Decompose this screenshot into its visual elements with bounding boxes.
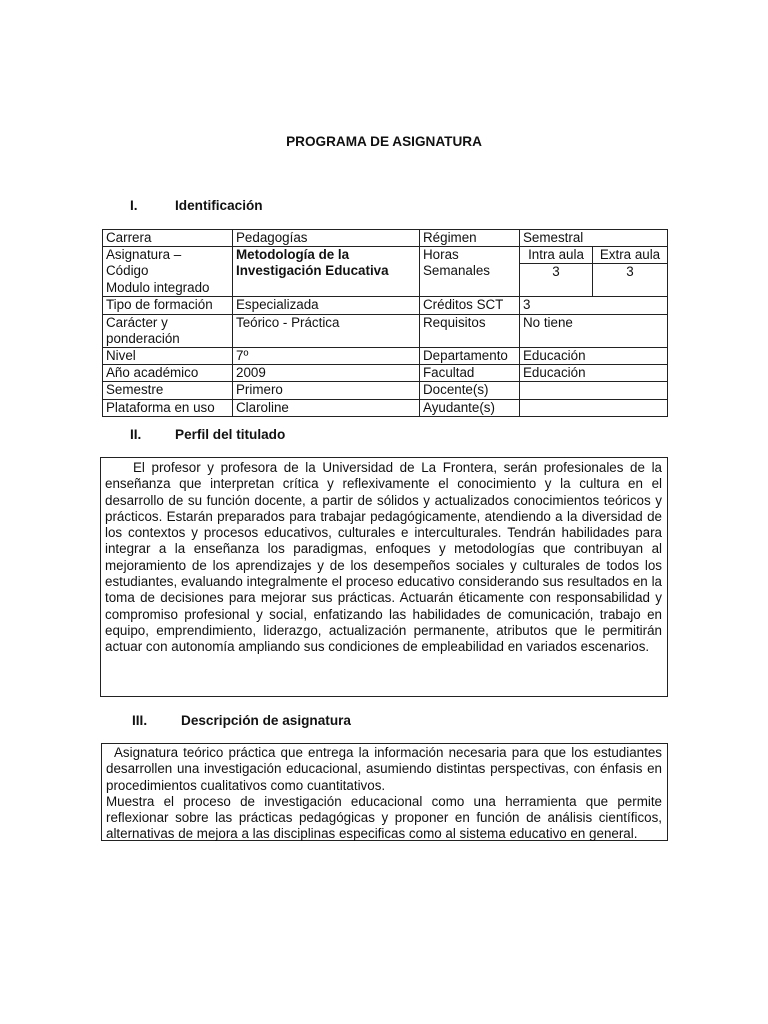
- nivel-label: Nivel: [103, 348, 233, 365]
- table-row: [103, 230, 668, 247]
- table-row: [103, 297, 668, 314]
- horas-label: Horas Semanales: [420, 247, 520, 297]
- departamento-value: Educación: [520, 348, 668, 365]
- table-row: [103, 365, 668, 382]
- section-number: I.: [130, 198, 138, 213]
- section-number: II.: [130, 427, 142, 442]
- section-label: Descripción de asignatura: [181, 713, 351, 728]
- departamento-label: Departamento: [420, 348, 520, 365]
- docente-value: [520, 382, 668, 399]
- asignatura-value: Metodología de la Investigación Educativa: [233, 247, 420, 297]
- extra-aula-label: Extra aula: [593, 247, 668, 264]
- docente-label: Docente(s): [420, 382, 520, 399]
- extra-aula-value: 3: [593, 264, 668, 297]
- identification-table: [102, 229, 668, 417]
- intra-aula-label: Intra aula: [520, 247, 593, 264]
- document-title: PROGRAMA DE ASIGNATURA: [286, 134, 482, 149]
- ayudante-label: Ayudante(s): [420, 399, 520, 416]
- perfil-box: [100, 457, 668, 697]
- descripcion-paragraph-1: Asignatura teórico práctica que entrega la información necesaria para que los estudiantes desarrollen una investigación educacional, asumiendo distintas perspectivas, con énfasis en procedimientos cualitativos como cuantitativos.: [106, 745, 662, 793]
- regimen-value: Semestral: [520, 230, 668, 247]
- facultad-label: Facultad: [420, 365, 520, 382]
- creditos-value: 3: [520, 297, 668, 314]
- table-row: [103, 247, 668, 264]
- regimen-label: Régimen: [420, 230, 520, 247]
- section-label: Identificación: [175, 198, 263, 213]
- table-row: [103, 399, 668, 416]
- descripcion-box: [101, 743, 668, 841]
- intra-aula-value: 3: [520, 264, 593, 297]
- creditos-label: Créditos SCT: [420, 297, 520, 314]
- tipo-value: Especializada: [233, 297, 420, 314]
- anio-value: 2009: [233, 365, 420, 382]
- perfil-text: El profesor y profesora de la Universidad de La Frontera, serán profesionales de la enseñanza que interpretan crítica y reflexivamente el conocimiento y la cultura en el desarrollo de su función docente, a partir de sólidos y actualizados conocimientos teóricos y prácticos. Estarán preparados para trabajar pedagógicamente, atendiendo a la diversidad de los contextos y procesos educativos, culturales e interculturales. Tendrán habilidades para integrar a la enseñanza los paradigmas, enfoques y metodologías que contribuyan al mejoramiento de los aprendizajes y de los desempeños sociales y culturales de todos los estudiantes, evaluando integralmente el proceso educativo considerando sus resultados en la toma de decisiones para mejorar sus prácticas. Actuarán éticamente con responsabilidad y compromiso profesional y social, enfatizando las habilidades de comunicación, trabajo en equipo, emprendimiento, liderazgo, actualización permanente, atributos que le permitirán actuar con autonomía ampliando sus condiciones de empleabilidad en variados escenarios.: [105, 460, 662, 655]
- table-row: [103, 314, 668, 347]
- requisitos-label: Requisitos: [420, 314, 520, 347]
- caracter-label: Carácter y ponderación: [103, 314, 233, 347]
- anio-label: Año académico: [103, 365, 233, 382]
- ayudante-value: [520, 399, 668, 416]
- semestre-label: Semestre: [103, 382, 233, 399]
- carrera-label: Carrera: [103, 230, 233, 247]
- plataforma-value: Claroline: [233, 399, 420, 416]
- plataforma-label: Plataforma en uso: [103, 399, 233, 416]
- section-label: Perfil del titulado: [175, 427, 286, 442]
- table-row: [103, 382, 668, 399]
- caracter-value: Teórico - Práctica: [233, 314, 420, 347]
- carrera-value: Pedagogías: [233, 230, 420, 247]
- semestre-value: Primero: [233, 382, 420, 399]
- section-number: III.: [132, 713, 148, 728]
- descripcion-paragraph-2: Muestra el proceso de investigación educacional como una herramienta que permite reflexionar sobre las prácticas pedagógicas y proponer en función de análisis científicos, alternativas de mejora a las disciplinas especificas como al sistema educativo en general.: [106, 793, 662, 842]
- nivel-value: 7º: [233, 348, 420, 365]
- tipo-label: Tipo de formación: [103, 297, 233, 314]
- asignatura-label: Asignatura – Código Modulo integrado: [103, 247, 233, 297]
- requisitos-value: No tiene: [520, 314, 668, 347]
- facultad-value: Educación: [520, 365, 668, 382]
- table-row: [103, 348, 668, 365]
